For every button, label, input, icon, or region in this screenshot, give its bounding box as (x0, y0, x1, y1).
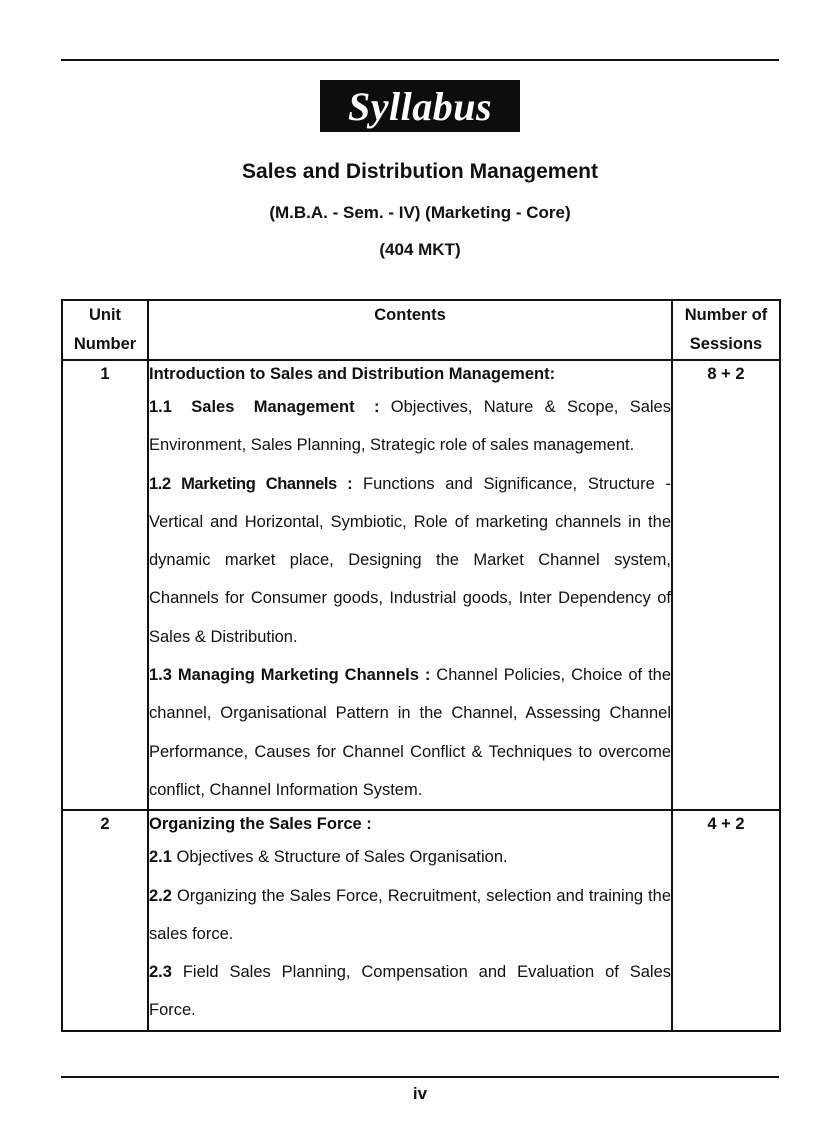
header-unit-number (62, 300, 148, 360)
topic-label: 2.1 (149, 848, 172, 867)
topic-text: Channel Policies, Choice of the channel, Organisational Pattern in the Channel, Assessing Channel Performance, Causes for Channel Conflict & Techniques to overcome conflict, Channel Information System. (149, 666, 672, 799)
syllabus-banner (320, 80, 520, 132)
table-header-row (62, 300, 780, 360)
unit-title: Organizing the Sales Force : (149, 815, 372, 834)
syllabus-table (61, 299, 781, 1032)
header-sessions-line1: Number of (684, 306, 768, 324)
unit-number: 2 (62, 810, 148, 1030)
header-unit-line1: Unit (88, 306, 122, 324)
banner-text: Syllabus (347, 83, 493, 129)
page-number: iv (412, 1084, 428, 1103)
unit-contents (148, 360, 672, 810)
topic-label: 2.2 (149, 886, 172, 905)
table-row (62, 810, 780, 1030)
topic-label: 1.3 Managing Marketing Channels : (149, 666, 431, 685)
unit-number: 1 (62, 360, 148, 810)
course-title: Sales and Distribution Management (242, 160, 598, 183)
header-contents (148, 300, 672, 360)
top-rule (61, 59, 779, 61)
topic-text: Objectives, Nature & Scope, Sales Environment, Sales Planning, Strategic role of sales management. (149, 398, 671, 455)
topic-text: Field Sales Planning, Compensation and Evaluation of Sales Force. (149, 963, 671, 1020)
topic (149, 877, 671, 954)
unit-contents (148, 810, 672, 1030)
topic (149, 656, 671, 809)
topic (149, 465, 671, 656)
topic-text: Objectives & Structure of Sales Organisation. (171, 848, 508, 867)
topic (149, 953, 671, 1030)
topic (149, 838, 671, 876)
table-row (62, 360, 780, 810)
header-contents-label: Contents (374, 306, 446, 324)
course-code: (404 MKT) (379, 240, 461, 259)
header-sessions (672, 300, 780, 360)
course-subtitle: (M.B.A. - Sem. - IV) (Marketing - Core) (269, 203, 571, 222)
topic-label: 2.3 (149, 963, 172, 982)
header-sessions-line2: Sessions (689, 335, 763, 353)
topic-label: 1.2 Marketing Channels : (149, 474, 353, 493)
topic-text: Organizing the Sales Force, Recruitment, selection and training the sales force. (149, 886, 671, 943)
sessions-count: 8 + 2 (672, 360, 780, 810)
unit-title: Introduction to Sales and Distribution Management: (149, 365, 556, 383)
header-unit-line2: Number (73, 335, 137, 353)
topic-label: 1.1 Sales Management : (149, 398, 380, 416)
topic (149, 388, 671, 465)
sessions-count: 4 + 2 (672, 810, 780, 1030)
topic-text: Functions and Significance, Structure - Vertical and Horizontal, Symbiotic, Role of marketing channels in the dynamic market place, Designing the Market Channel system, Channels for Consumer goods, Industrial goods, Inter Dependency of Sales & Distribution. (149, 474, 671, 646)
bottom-rule (61, 1076, 779, 1078)
